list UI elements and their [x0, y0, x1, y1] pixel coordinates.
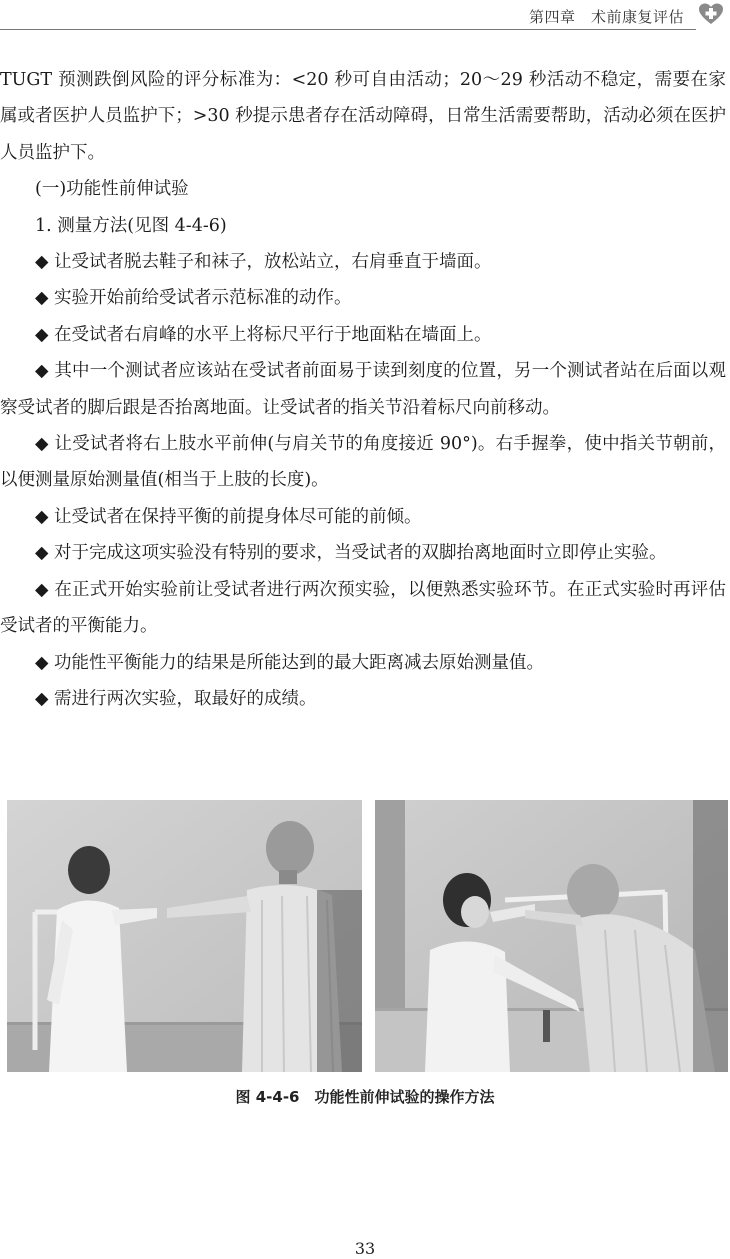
- header-rule: [0, 29, 696, 30]
- bullet-item: ◆ 让受试者在保持平衡的前提身体尽可能的前倾。: [35, 506, 422, 527]
- bullet-item: ◆ 实验开始前给受试者示范标准的动作。: [35, 288, 352, 309]
- chapter-title: 第四章 术前康复评估: [528, 8, 684, 26]
- bullet-item: ◆ 在正式开始实验前让受试者进行两次预实验，以便熟悉实验环节。在正式实验时再评估受试者的平衡能力。: [0, 579, 726, 637]
- bullet-item: ◆ 需进行两次实验，取最好的成绩。: [35, 688, 317, 709]
- photo-left: [7, 800, 362, 1072]
- photo-right: [375, 800, 728, 1072]
- bullet-item: ◆ 让受试者将右上肢水平前伸(与肩关节的角度接近 90°)。右手握拳，使中指关节朝前，以便测量原始测量值(相当于上肢的长度)。: [0, 434, 726, 491]
- paragraph-tugt-criteria: TUGT 预测跌倒风险的评分标准为：<20 秒可自由活动；20～29 秒活动不稳定，需要在家属或者医护人员监护下；>30 秒提示患者存在活动障碍，日常生活需要帮助，活动必须在医护人员监护下。: [0, 70, 726, 163]
- bullet-item: ◆ 让受试者脱去鞋子和袜子，放松站立，右肩垂直于墙面。: [35, 252, 492, 273]
- running-header: [0, 0, 730, 30]
- page-number: 33: [354, 1239, 376, 1258]
- bullet-item: ◆ 对于完成这项实验没有特别的要求，当受试者的双脚抬离地面时立即停止实验。: [35, 543, 667, 564]
- body-text: [0, 62, 726, 717]
- bullet-item: ◆ 其中一个测试者应该站在受试者前面易于读到刻度的位置，另一个测试者站在后面以观察受试者的脚后跟是否抬离地面。让受试者的指关节沿着标尺向前移动。: [0, 361, 726, 418]
- figure-caption: 图 4-4-6 功能性前伸试验的操作方法: [235, 1088, 495, 1106]
- section-heading: (一)功能性前伸试验: [35, 179, 189, 200]
- bullet-item: ◆ 功能性平衡能力的结果是所能达到的最大距离减去原始测量值。: [35, 652, 545, 673]
- bullet-item: ◆ 在受试者右肩峰的水平上将标尺平行于地面粘在墙面上。: [35, 324, 492, 345]
- subsection-heading: 1. 测量方法(见图 4-4-6): [35, 215, 227, 236]
- heart-cross-icon: [698, 2, 724, 26]
